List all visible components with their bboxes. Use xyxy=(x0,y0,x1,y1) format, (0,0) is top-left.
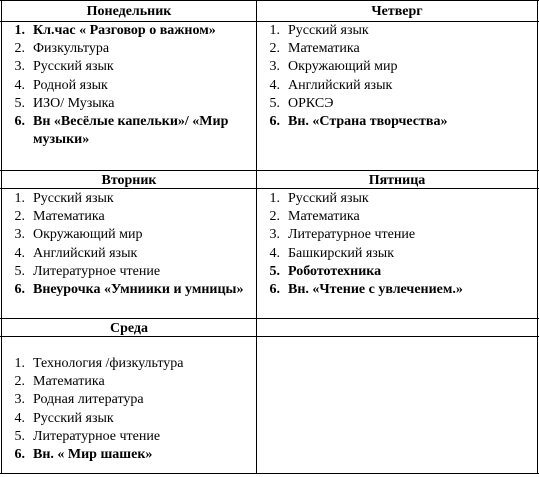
lesson-name: Робототехника xyxy=(288,263,382,279)
lesson-item xyxy=(2,40,252,58)
lesson-item xyxy=(2,355,252,373)
lesson-number: 3. xyxy=(269,227,280,243)
lesson-name: Математика xyxy=(288,209,360,225)
lesson-number: 6. xyxy=(14,114,25,130)
lesson-item xyxy=(257,263,533,281)
lesson-list-tuesday xyxy=(2,190,252,299)
lesson-number: 2. xyxy=(14,41,25,57)
lesson-item xyxy=(257,77,533,95)
day-header-wednesday: Среда xyxy=(109,321,148,336)
lesson-name: Русский язык xyxy=(33,191,114,206)
lesson-name: Русский язык xyxy=(288,191,369,206)
lesson-item xyxy=(2,391,252,409)
lesson-name: ОРКСЭ xyxy=(288,95,334,111)
lesson-item xyxy=(2,77,252,95)
lesson-number: 5. xyxy=(14,428,25,444)
lesson-number: 5. xyxy=(14,95,25,111)
lesson-number: 4. xyxy=(14,77,25,93)
lesson-number: 3. xyxy=(14,392,25,408)
lesson-name: Кл.час « Разговор о важном» xyxy=(33,23,216,38)
lesson-number: 4. xyxy=(269,245,280,261)
lesson-item xyxy=(257,113,533,131)
lesson-item xyxy=(257,245,533,263)
lesson-name: Технология /физкультура xyxy=(33,356,184,371)
lesson-number: 2. xyxy=(14,209,25,225)
lesson-item xyxy=(2,95,252,113)
lesson-item xyxy=(2,113,252,149)
lesson-number: 3. xyxy=(269,59,280,75)
lesson-name: Окружающий мир xyxy=(288,59,398,75)
day-header-tuesday: Вторник xyxy=(101,173,157,188)
lesson-number: 1. xyxy=(269,191,280,206)
lesson-name: Внеурочка «Умниики и умницы» xyxy=(33,282,244,298)
lesson-number: 4. xyxy=(14,410,25,426)
lesson-number: 2. xyxy=(269,209,280,225)
lesson-number: 6. xyxy=(269,114,280,130)
lesson-item xyxy=(257,226,533,244)
lesson-number: 1. xyxy=(14,23,25,38)
lesson-number: 3. xyxy=(14,227,25,243)
table-border-right xyxy=(537,0,538,474)
lesson-list-thursday xyxy=(257,22,533,131)
lesson-list-monday xyxy=(2,22,252,149)
lesson-item xyxy=(2,263,252,281)
lesson-number: 4. xyxy=(269,77,280,93)
table-border-bottom xyxy=(0,473,539,474)
lesson-name: Литературное чтение xyxy=(33,428,161,444)
lesson-name: ИЗО/ Музыка xyxy=(33,95,115,111)
lesson-number: 2. xyxy=(269,41,280,57)
lesson-number: 6. xyxy=(14,282,25,298)
lesson-name: Родной язык xyxy=(33,77,108,93)
lesson-item xyxy=(2,58,252,76)
table-border-top xyxy=(0,0,539,1)
lesson-item xyxy=(2,22,252,40)
lesson-number: 1. xyxy=(14,191,25,206)
lesson-name: Математика xyxy=(33,374,105,390)
lesson-name: Литературное чтение xyxy=(33,263,161,279)
lesson-name: Математика xyxy=(33,209,105,225)
lesson-list-friday xyxy=(257,190,533,299)
lesson-item xyxy=(2,208,252,226)
lesson-item xyxy=(2,428,252,446)
day-header-friday: Пятница xyxy=(368,173,426,188)
row-divider-4 xyxy=(0,318,539,319)
lesson-name: Вн «Весёлые капельки»/ «Мир музыки» xyxy=(33,114,229,148)
lesson-item xyxy=(2,226,252,244)
lesson-number: 2. xyxy=(14,374,25,390)
lesson-number: 5. xyxy=(269,95,280,111)
lesson-number: 6. xyxy=(269,282,280,298)
day-header-monday: Понедельник xyxy=(86,4,172,19)
lesson-name: Вн. «Страна творчества» xyxy=(288,114,448,130)
lesson-number: 1. xyxy=(269,23,280,38)
lesson-number: 4. xyxy=(14,245,25,261)
lesson-item xyxy=(257,58,533,76)
lesson-item xyxy=(257,40,533,58)
lesson-number: 3. xyxy=(14,59,25,75)
lesson-name: Английский язык xyxy=(288,77,393,93)
lesson-name: Родная литература xyxy=(33,392,144,408)
lesson-item xyxy=(257,190,533,208)
lesson-item xyxy=(2,281,252,299)
lesson-name: Литературное чтение xyxy=(288,227,416,243)
row-divider-2 xyxy=(0,170,539,171)
lesson-name: Английский язык xyxy=(33,245,138,261)
lesson-number: 5. xyxy=(14,263,25,279)
lesson-item xyxy=(2,410,252,428)
lesson-list-wednesday xyxy=(2,355,252,464)
lesson-name: Математика xyxy=(288,41,360,57)
lesson-name: Физкультура xyxy=(33,41,110,57)
lesson-name: Русский язык xyxy=(288,23,369,38)
lesson-item xyxy=(257,95,533,113)
lesson-item xyxy=(2,373,252,391)
day-header-thursday: Четверг xyxy=(371,4,423,19)
lesson-number: 5. xyxy=(269,263,280,279)
lesson-item xyxy=(257,22,533,40)
lesson-number: 6. xyxy=(14,447,25,463)
lesson-item xyxy=(257,281,533,299)
lesson-number: 1. xyxy=(14,356,25,371)
lesson-name: Вн. « Мир шашек» xyxy=(33,447,153,463)
lesson-item xyxy=(2,190,252,208)
lesson-item xyxy=(2,245,252,263)
lesson-item xyxy=(2,446,252,464)
lesson-name: Русский язык xyxy=(33,59,114,75)
lesson-name: Русский язык xyxy=(33,410,114,426)
lesson-name: Окружающий мир xyxy=(33,227,143,243)
lesson-name: Вн. «Чтение с увлечением.» xyxy=(288,282,463,298)
lesson-name: Башкирский язык xyxy=(288,245,395,261)
lesson-item xyxy=(257,208,533,226)
